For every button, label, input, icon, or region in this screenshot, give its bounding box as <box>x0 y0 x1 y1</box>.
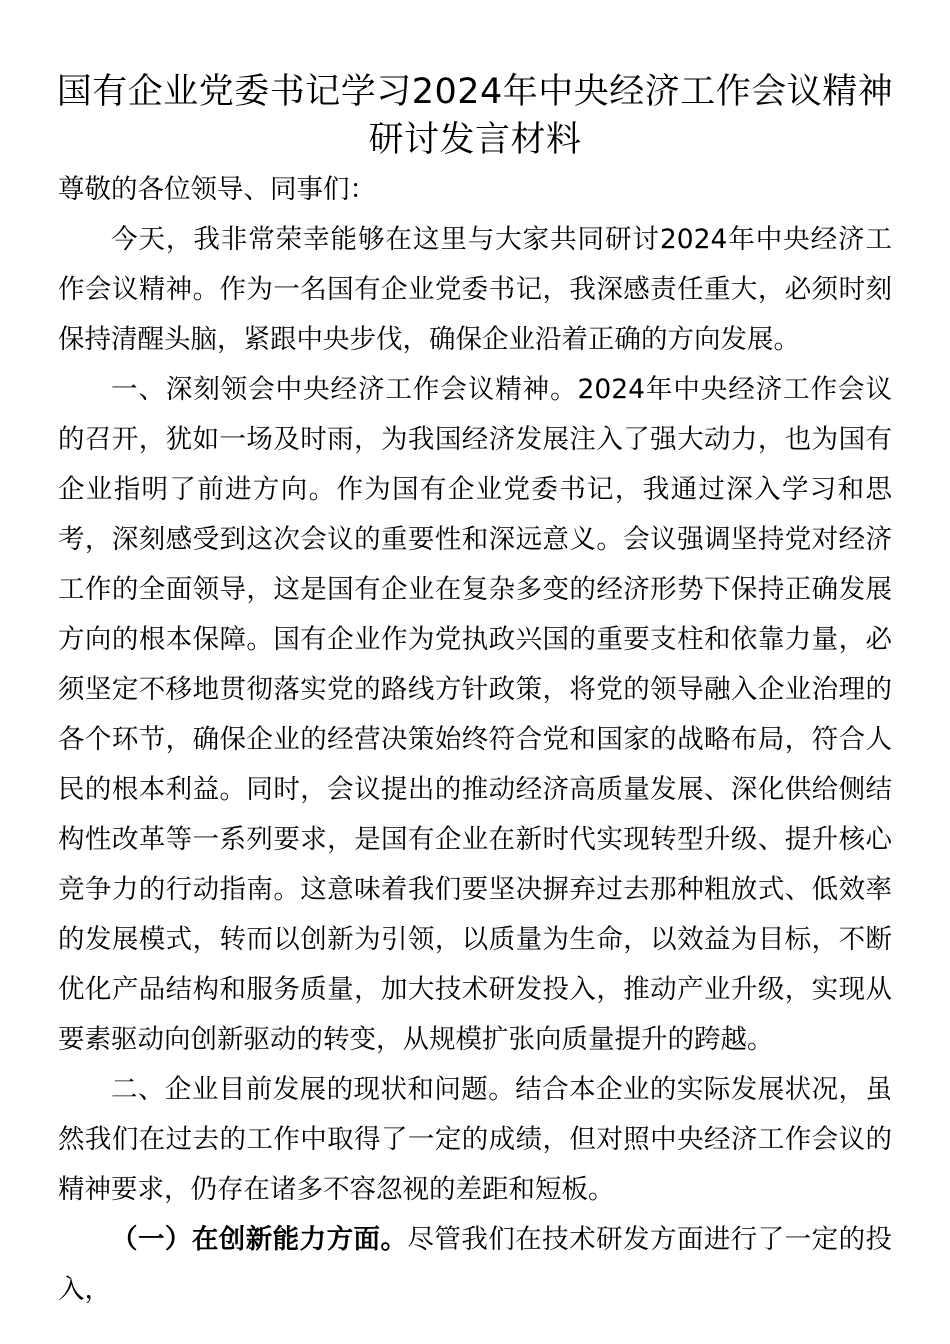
document-title: 国有企业党委书记学习2024年中央经济工作会议精神研讨发言材料 <box>56 72 894 160</box>
subsection-heading: （一）在创新能力方面。 <box>111 1224 408 1255</box>
paragraph-section-one: 一、深刻领会中央经济工作会议精神。2024年中央经济工作会议的召开，犹如一场及时雨，为我国经济发展注入了强大动力，也为国有企业指明了前进方向。作为国有企业党委书记，我通过深入学习和思考，深刻感受到这次会议的重要性和深远意义。会议强调坚持党对经济工作的全面领导，这是国有企业在复杂多变的经济形势下保持正确发展方向的根本保障。国有企业作为党执政兴国的重要支柱和依靠力量，必须坚定不移地贯彻落实党的路线方针政策，将党的领导融入企业治理的各个环节，确保企业的经营决策始终符合党和国家的战略布局，符合人民的根本利益。同时，会议提出的推动经济高质量发展、深化供给侧结构性改革等一系列要求，是国有企业在新时代实现转型升级、提升核心竞争力的行动指南。这意味着我们要坚决摒弃过去那种粗放式、低效率的发展模式，转而以创新为引领，以质量为生命，以效益为目标，不断优化产品结构和服务质量，加大技术研发投入，推动产业升级，实现从要素驱动向创新驱动的转变，从规模扩张向质量提升的跨越。 <box>58 374 892 1055</box>
subsection-text: 尽管我们在技术研发方面进行了一定的投入， <box>58 1224 893 1305</box>
document-body <box>58 165 892 1315</box>
paragraph-section-two: 二、企业目前发展的现状和问题。结合本企业的实际发展状况，虽然我们在过去的工作中取得了一定的成绩，但对照中央经济工作会议的精神要求，仍存在诸多不容忽视的差距和短板。 <box>58 1074 892 1205</box>
salutation: 尊敬的各位领导、同事们： <box>58 174 376 205</box>
paragraph-subsection-one <box>58 1215 892 1315</box>
paragraph-intro: 今天，我非常荣幸能够在这里与大家共同研讨2024年中央经济工作会议精神。作为一名国有企业党委书记，我深感责任重大，必须时刻保持清醒头脑，紧跟中央步伐，确保企业沿着正确的方向发展。 <box>58 224 892 355</box>
